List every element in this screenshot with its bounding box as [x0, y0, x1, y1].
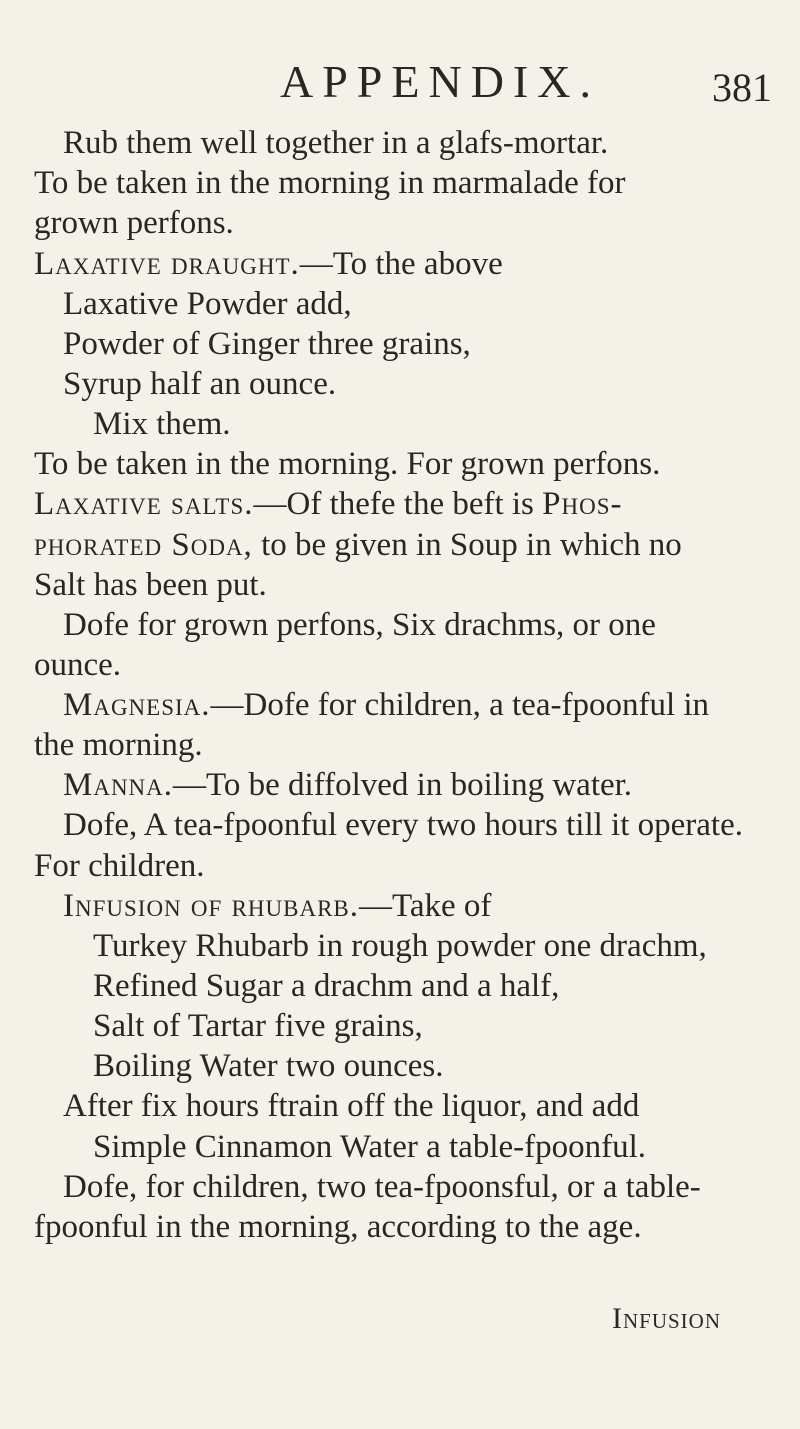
section-heading: Magnesia.	[63, 687, 211, 723]
text-line: Manna.—To be diffolved in boiling water.	[63, 767, 633, 803]
text-line: ounce.	[34, 647, 122, 683]
section-heading: Laxative draught.	[34, 246, 300, 282]
text-line: Dofe for grown perfons, Six drachms, or one	[63, 607, 656, 643]
section-heading: Manna.	[63, 767, 174, 803]
text-line: Refined Sugar a drachm and a half,	[93, 968, 560, 1004]
running-header	[0, 52, 800, 112]
text-line: the morning.	[34, 727, 203, 763]
catchword: Infusion	[612, 1302, 722, 1335]
text-line: For children.	[34, 848, 205, 884]
text-line: fpoonful in the morning, according to the age.	[34, 1209, 642, 1245]
text-line: Magnesia.—Dofe for children, a tea-fpoonful in	[63, 687, 710, 723]
text-line: Turkey Rhubarb in rough powder one drachm,	[93, 928, 707, 964]
section-heading: Laxative salts.	[34, 486, 254, 522]
text-line: Dofe, A tea-fpoonful every two hours till it operate.	[63, 807, 743, 843]
section-heading: Infusion of rhubarb.	[63, 888, 360, 924]
text-line: Salt of Tartar five grains,	[93, 1008, 423, 1044]
text-line: Dofe, for children, two tea-fpoonsful, or a table-	[63, 1169, 701, 1205]
text-line: To be taken in the morning in marmalade for	[34, 165, 626, 201]
text-line: Boiling Water two ounces.	[93, 1048, 444, 1084]
text-line: Infusion of rhubarb.—Take of	[63, 888, 492, 924]
text-line: Laxative draught.—To the above	[34, 246, 503, 282]
text-line: To be taken in the morning. For grown perfons.	[34, 446, 661, 482]
page-number: 381	[712, 65, 772, 110]
text-line: grown perfons.	[34, 205, 234, 241]
text-line: Rub them well together in a glafs-mortar.	[63, 125, 609, 161]
text-line: After fix hours ftrain off the liquor, and add	[63, 1088, 640, 1124]
text-line: Salt has been put.	[34, 567, 267, 603]
text-line: Syrup half an ounce.	[63, 366, 337, 402]
text-line: Powder of Ginger three grains,	[63, 326, 471, 362]
text-line: phorated Soda, to be given in Soup in which no	[34, 527, 682, 563]
header-title: APPENDIX.	[280, 56, 600, 107]
text-line: Mix them.	[93, 406, 231, 442]
text-line: Laxative salts.—Of thefe the beft is Phos-	[34, 486, 623, 522]
text-line: Simple Cinnamon Water a table-fpoonful.	[93, 1129, 647, 1165]
text-line: Laxative Powder add,	[63, 286, 352, 322]
